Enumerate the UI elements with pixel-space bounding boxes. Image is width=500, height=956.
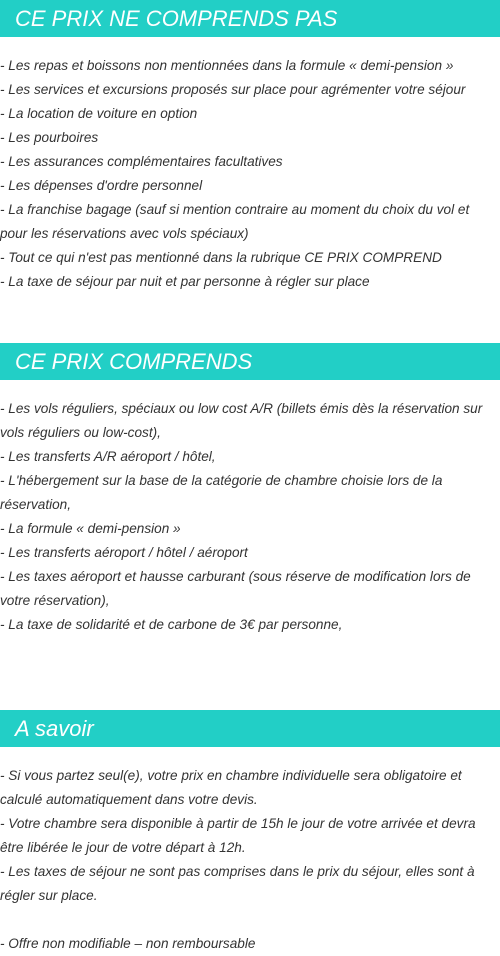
list-item: - Les pourboires [0, 130, 99, 145]
list-item: - La franchise bagage (sauf si mention contraire au moment du choix du vol et pour les réservations avec vols spéciaux) [0, 202, 470, 241]
list-item: - Les repas et boissons non mentionnées dans la formule « demi-pension » [0, 58, 454, 73]
list-item: - Offre non modifiable – non remboursable [0, 936, 256, 951]
section-header-not-included: CE PRIX NE COMPRENDS PAS [0, 0, 500, 37]
list-item: - Les taxes aéroport et hausse carburant (sous réserve de modification lors de votre réservation), [0, 569, 471, 608]
list-item: - Si vous partez seul(e), votre prix en chambre individuelle sera obligatoire et calculé automatiquement dans votre devis. [0, 768, 462, 807]
section-header-a-savoir: A savoir [0, 710, 500, 747]
list-item: - Les dépenses d'ordre personnel [0, 178, 203, 193]
list-item: - La formule « demi-pension » [0, 521, 181, 536]
list-item: - Les transferts aéroport / hôtel / aéroport [0, 545, 248, 560]
included-list [0, 397, 500, 637]
list-item: - La location de voiture en option [0, 106, 198, 121]
list-item: - Les assurances complémentaires facultatives [0, 154, 283, 169]
list-item: - Votre chambre sera disponible à partir de 15h le jour de votre arrivée et devra être libérée le jour de votre départ à 12h. [0, 816, 476, 855]
list-item: - Les services et excursions proposés sur place pour agrémenter votre séjour [0, 82, 466, 97]
not-included-list [0, 54, 500, 294]
list-item: - Tout ce qui n'est pas mentionné dans la rubrique CE PRIX COMPREND [0, 250, 442, 265]
list-item: - La taxe de séjour par nuit et par personne à régler sur place [0, 274, 370, 289]
list-spacer [0, 908, 500, 932]
a-savoir-list [0, 764, 500, 956]
list-item: - Les transferts A/R aéroport / hôtel, [0, 449, 216, 464]
section-header-included: CE PRIX COMPRENDS [0, 343, 500, 380]
list-item: - L'hébergement sur la base de la catégorie de chambre choisie lors de la réservation, [0, 473, 443, 512]
list-item: - Les vols réguliers, spéciaux ou low cost A/R (billets émis dès la réservation sur vols réguliers ou low-cost), [0, 401, 483, 440]
list-item: - Les taxes de séjour ne sont pas comprises dans le prix du séjour, elles sont à régler sur place. [0, 864, 475, 903]
list-item: - La taxe de solidarité et de carbone de 3€ par personne, [0, 617, 343, 632]
